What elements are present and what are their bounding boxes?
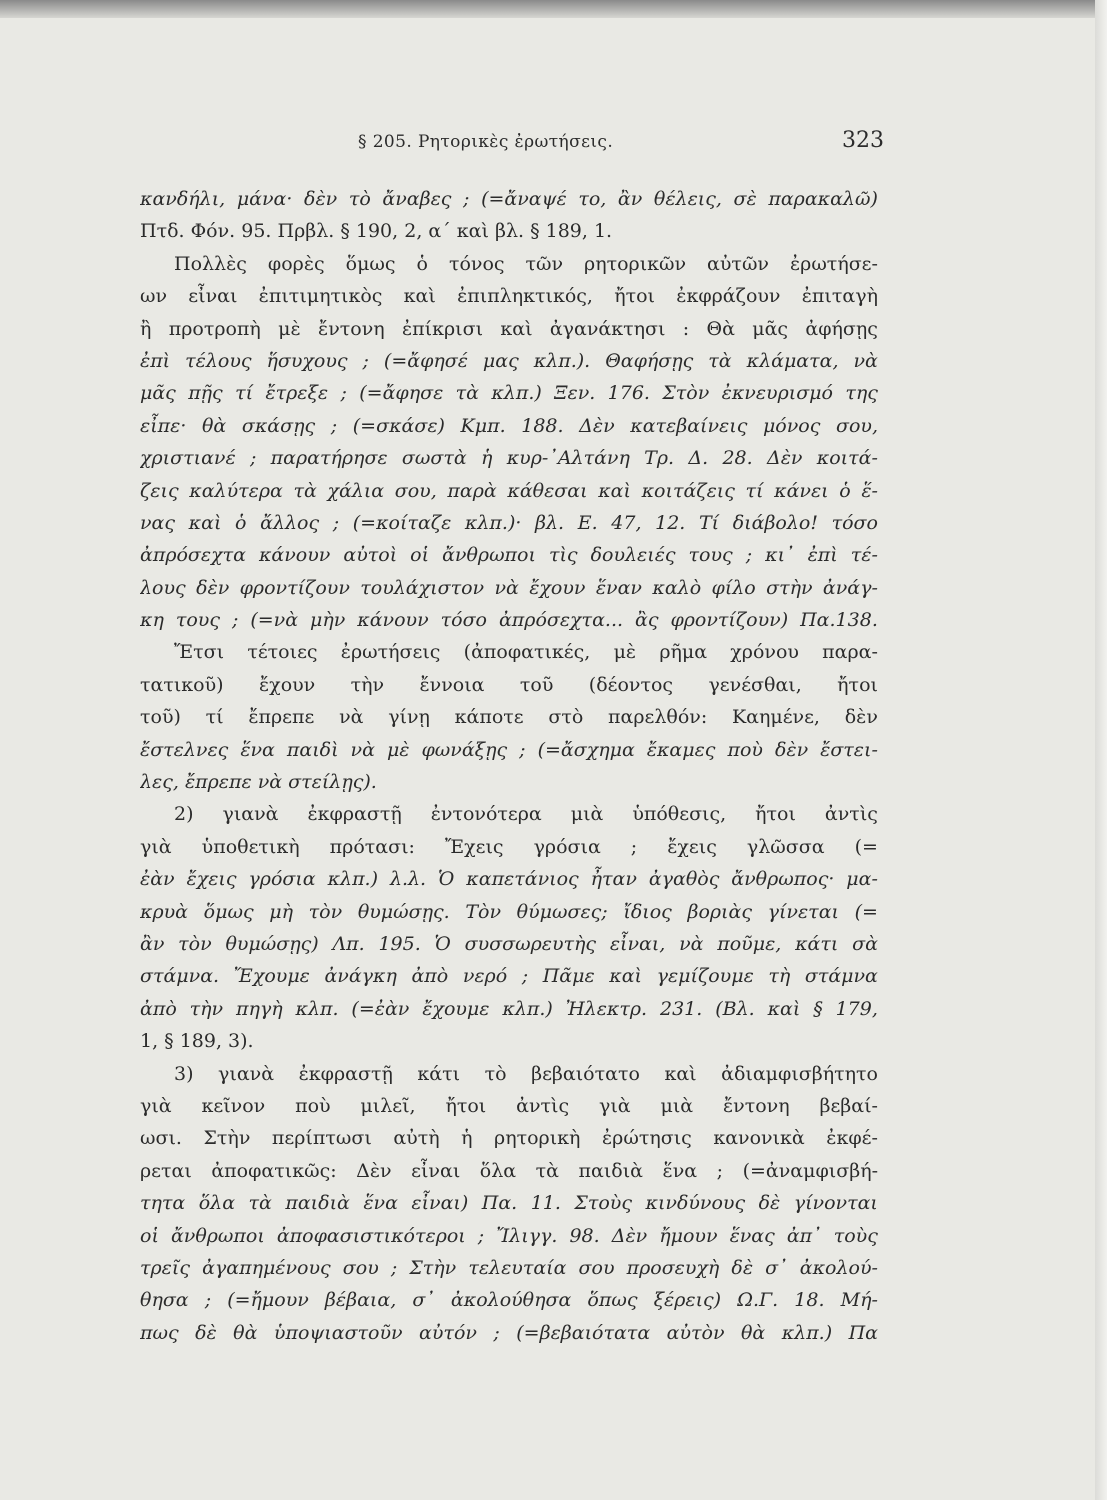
text-line: χριστιανέ ; παρατήρησε σωστὰ ἡ κυρ-᾿Αλτάνη Τρ. Δ. 28. Δὲν κοιτά- bbox=[140, 447, 878, 470]
text-line: πως δὲ θὰ ὑποψιαστοῦν αὐτόν ; (=βεβαιότατα αὐτὸν θὰ κλπ.) Πα bbox=[140, 1321, 878, 1344]
text-line: ἀπὸ τὴν πηγὴ κλπ. (=ἐὰν ἔχουμε κλπ.) Ἠλεκτρ. 231. (Βλ. καὶ § 179, bbox=[140, 997, 878, 1020]
text-line: Πτδ. Φόν. 95. Πρβλ. § 190, 2, α΄ καὶ βλ. § 189, 1. bbox=[140, 220, 613, 243]
text-line: θησα ; (=ἤμουν βέβαια, σ᾿ ἀκολούθησα ὅπως ξέρεις) Ω.Γ. 18. Μή- bbox=[140, 1289, 878, 1312]
text-line: ζεις καλύτερα τὰ χάλια σου, παρὰ κάθεσαι καὶ κοιτάζεις τί κάνει ὁ ἕ- bbox=[140, 479, 878, 502]
text-line: γιὰ ὑποθετικὴ πρότασι: Ἔχεις γρόσια ; ἔχεις γλῶσσα (= bbox=[140, 835, 878, 858]
text-line: κη τους ; (=νὰ μὴν κάνουν τόσο ἀπρόσεχτα... ἂς φροντίζουν) Πα.138. bbox=[140, 609, 878, 632]
text-line: τοῦ) τί ἔπρεπε νὰ γίνῃ κάποτε στὸ παρελθόν: Καημένε, δὲν bbox=[140, 706, 878, 729]
scan-right-edge bbox=[1095, 0, 1107, 1500]
text-line: 2) γιανὰ ἐκφραστῇ ἐντονότερα μιὰ ὑπόθεσις, ἤτοι ἀντὶς bbox=[174, 803, 878, 826]
text-line: οἱ ἄνθρωποι ἀποφασιστικότεροι ; Ἴλιγγ. 98. Δὲν ἤμουν ἕνας ἀπ᾿ τοὺς bbox=[140, 1224, 878, 1247]
text-line: 3) γιανὰ ἐκφραστῇ κάτι τὸ βεβαιότατο καὶ ἀδιαμφισβήτητο bbox=[174, 1062, 878, 1085]
page-header bbox=[140, 128, 890, 164]
text-line: ἐπὶ τέλους ἥσυχους ; (=ἄφησέ μας κλπ.). Θαφήσῃς τὰ κλάματα, νὰ bbox=[140, 349, 878, 372]
text-line: ἀπρόσεχτα κάνουν αὐτοὶ οἱ ἄνθρωποι τὶς δουλειές τους ; κι᾿ ἐπὶ τέ- bbox=[140, 544, 878, 567]
text-line: μᾶς πῇς τί ἔτρεξε ; (=ἄφησε τὰ κλπ.) Ξεν. 176. Στὸν ἐκνευρισμό της bbox=[140, 382, 878, 405]
text-line: λες, ἔπρεπε νὰ στείλῃς). bbox=[140, 771, 377, 794]
text-line: ἂν τὸν θυμώσῃς) Λπ. 195. Ὁ συσσωρευτὴς εἶναι, νὰ ποῦμε, κάτι σὰ bbox=[140, 932, 878, 955]
page-number: 323 bbox=[842, 128, 884, 153]
text-line: ρεται ἀποφατικῶς: Δὲν εἶναι ὅλα τὰ παιδιὰ ἕνα ; (=ἀναμφισβή- bbox=[140, 1159, 878, 1182]
text-line: 1, § 189, 3). bbox=[140, 1030, 254, 1053]
running-title: § 205. Ρητορικὲς ἐρωτήσεις. bbox=[358, 132, 614, 152]
text-line: γιὰ κεῖνον ποὺ μιλεῖ, ἤτοι ἀντὶς γιὰ μιὰ ἔντονη βεβαί- bbox=[140, 1094, 878, 1117]
text-line: τατικοῦ) ἔχουν τὴν ἔννοια τοῦ (δέοντος γενέσθαι, ἤτοι bbox=[140, 673, 878, 696]
text-line: τρεῖς ἀγαπημένους σου ; Στὴν τελευταία σου προσευχὴ δὲ σ᾿ ἀκολού- bbox=[140, 1256, 878, 1279]
body-text bbox=[140, 183, 878, 1349]
text-line: ων εἶναι ἐπιτιμητικὸς καὶ ἐπιπληκτικός, ἤτοι ἐκφράζουν ἐπιταγὴ bbox=[140, 285, 878, 308]
text-line: Ἔτσι τέτοιες ἐρωτήσεις (ἀποφατικές, μὲ ρῆμα χρόνου παρα- bbox=[174, 641, 878, 664]
text-line: κανδήλι, μάνα· δὲν τὸ ἄναβες ; (=ἄναψέ το, ἂν θέλεις, σὲ παρακαλῶ) bbox=[140, 188, 878, 210]
text-line: ἔστελνες ἕνα παιδὶ νὰ μὲ φωνάξῃς ; (=ἄσχημα ἔκαμες ποὺ δὲν ἔστει- bbox=[140, 738, 878, 761]
text-line: στάμνα. Ἔχουμε ἀνάγκη ἀπὸ νερό ; Πᾶμε καὶ γεμίζουμε τὴ στάμνα bbox=[140, 965, 878, 988]
scan-top-edge bbox=[0, 0, 1107, 18]
text-line: ἐὰν ἔχεις γρόσια κλπ.) λ.λ. Ὁ καπετάνιος ἦταν ἀγαθὸς ἄνθρωπος· μα- bbox=[140, 868, 878, 891]
text-line: ἢ προτροπὴ μὲ ἔντονη ἐπίκρισι καὶ ἀγανάκτησι : Θὰ μᾶς ἀφήσῃς bbox=[140, 317, 878, 340]
text-line: λους δὲν φροντίζουν τουλάχιστον νὰ ἔχουν ἕναν καλὸ φίλο στὴν ἀνάγ- bbox=[140, 576, 878, 599]
text-line: Πολλὲς φορὲς ὅμως ὁ τόνος τῶν ρητορικῶν αὐτῶν ἐρωτήσε- bbox=[174, 252, 878, 275]
text-line: νας καὶ ὁ ἄλλος ; (=κοίταζε κλπ.)· βλ. Ε. 47, 12. Τί διάβολο! τόσο bbox=[140, 511, 878, 534]
text-line: τητα ὅλα τὰ παιδιὰ ἕνα εἶναι) Πα. 11. Στοὺς κινδύνους δὲ γίνονται bbox=[140, 1192, 878, 1215]
text-line: ωσι. Στὴν περίπτωσι αὐτὴ ἡ ρητορικὴ ἐρώτησις κανονικὰ ἐκφέ- bbox=[140, 1127, 878, 1150]
text-line: εἶπε· θὰ σκάσῃς ; (=σκάσε) Κμπ. 188. Δὲν κατεβαίνεις μόνος σου, bbox=[140, 414, 878, 437]
text-line: κρυὰ ὅμως μὴ τὸν θυμώσῃς. Τὸν θύμωσες; ἴδιος βοριὰς γίνεται (= bbox=[140, 900, 878, 923]
